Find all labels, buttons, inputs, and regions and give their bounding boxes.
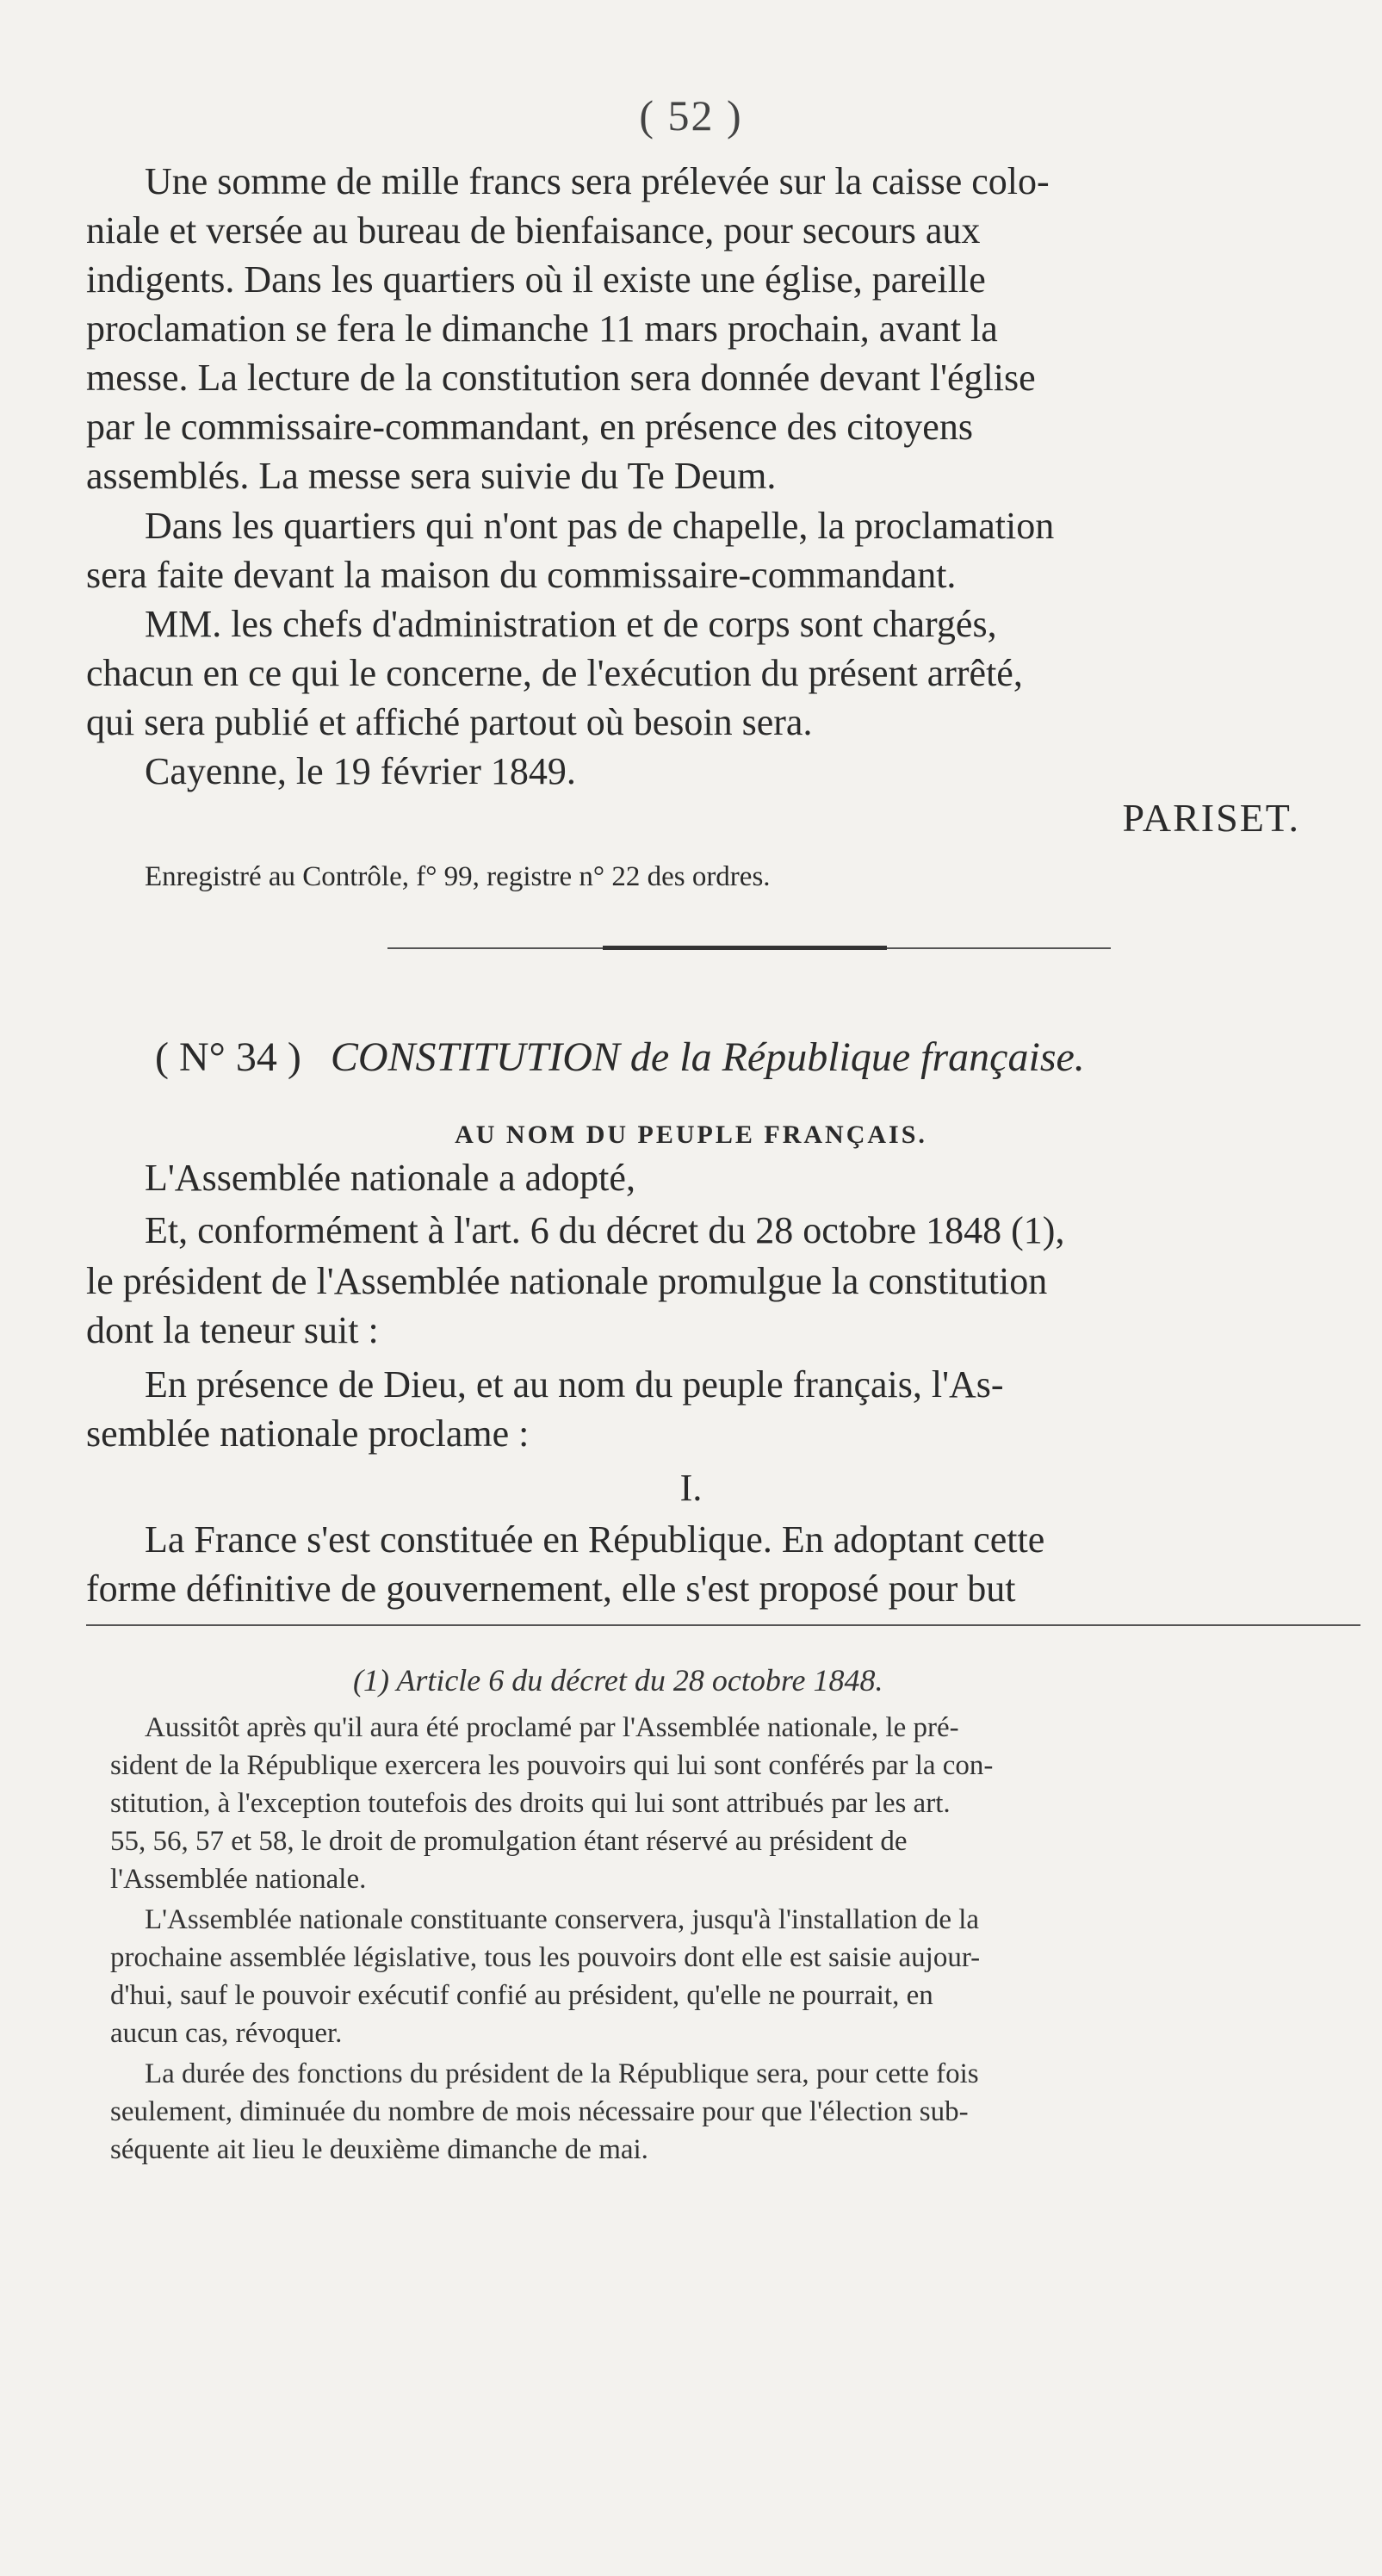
text-line: Et, conformément à l'art. 6 du décret du 28 octobre 1848 (1),: [145, 1209, 1065, 1251]
footnote-line: seulement, diminuée du nombre de mois nécessaire pour que l'élection sub-: [110, 2096, 969, 2127]
text-line: Dans les quartiers qui n'ont pas de chapelle, la proclamation: [145, 505, 1055, 547]
text-line: L'Assemblée nationale a adopté,: [145, 1157, 635, 1199]
footnote-line: La durée des fonctions du président de la République sera, pour cette fois: [145, 2058, 979, 2089]
section-title: CONSTITUTION de la République française.: [330, 1034, 1085, 1080]
section-heading: [155, 1034, 1382, 1082]
footnote-line: L'Assemblée nationale constituante conservera, jusqu'à l'installation de la: [145, 1904, 980, 1935]
registration-note: Enregistré au Contrôle, f° 99, registre n° 22 des ordres.: [145, 861, 771, 892]
text-line: MM. les chefs d'administration et de corps sont chargés,: [145, 603, 997, 645]
text-line: sera faite devant la maison du commissaire-commandant.: [86, 554, 957, 596]
footnote-title: (1) Article 6 du décret du 28 octobre 1848.: [353, 1663, 883, 1698]
text-line: forme définitive de gouvernement, elle s'est proposé pour but: [86, 1567, 1016, 1610]
footnote-line: 55, 56, 57 et 58, le droit de promulgation étant réservé au président de: [110, 1826, 908, 1857]
footnote-line: d'hui, sauf le pouvoir exécutif confié au président, qu'elle ne pourrait, en: [110, 1980, 933, 2011]
page-number: ( 52 ): [639, 91, 743, 140]
text-line: le président de l'Assemblée nationale promulgue la constitution: [86, 1260, 1048, 1302]
text-line: assemblés. La messe sera suivie du Te Deum.: [86, 455, 777, 497]
text-line: par le commissaire-commandant, en présence des citoyens: [86, 406, 973, 448]
section-number: ( N° 34 ): [155, 1034, 301, 1080]
subheading: AU NOM DU PEUPLE FRANÇAIS.: [455, 1120, 927, 1149]
footnote-line: aucun cas, révoquer.: [110, 2018, 343, 2049]
footnote-line: séquente ait lieu le deuxième dimanche de mai.: [110, 2134, 648, 2165]
footnote-line: stitution, à l'exception toutefois des droits qui lui sont attribués par les art.: [110, 1788, 951, 1819]
article-number: I.: [679, 1467, 703, 1509]
footnote-line: prochaine assemblée législative, tous les pouvoirs dont elle est saisie aujour-: [110, 1942, 981, 1973]
separator-ornament: [603, 946, 887, 950]
text-line: niale et versée au bureau de bienfaisance, pour secours aux: [86, 209, 981, 251]
footnote-line: l'Assemblée nationale.: [110, 1864, 367, 1895]
footnote-line: sident de la République exercera les pouvoirs qui lui sont conférés par la con-: [110, 1750, 994, 1781]
text-line: semblée nationale proclame :: [86, 1412, 530, 1455]
footnote-line: Aussitôt après qu'il aura été proclamé par l'Assemblée nationale, le pré-: [145, 1712, 959, 1743]
text-line: messe. La lecture de la constitution sera donnée devant l'église: [86, 357, 1036, 399]
place-date: Cayenne, le 19 février 1849.: [145, 750, 576, 792]
text-line: En présence de Dieu, et au nom du peuple français, l'As-: [145, 1363, 1004, 1406]
text-line: proclamation se fera le dimanche 11 mars prochain, avant la: [86, 307, 998, 350]
text-line: dont la teneur suit :: [86, 1309, 379, 1351]
text-line: chacun en ce qui le concerne, de l'exécution du présent arrêté,: [86, 652, 1023, 694]
signature: PARISET.: [1122, 796, 1300, 840]
text-line: indigents. Dans les quartiers où il existe une église, pareille: [86, 258, 986, 301]
text-line: La France s'est constituée en République. En adoptant cette: [145, 1518, 1045, 1561]
footnote-rule: [86, 1624, 1360, 1626]
text-line: qui sera publié et affiché partout où besoin sera.: [86, 701, 813, 743]
text-line: Une somme de mille francs sera prélevée sur la caisse colo-: [145, 160, 1050, 202]
